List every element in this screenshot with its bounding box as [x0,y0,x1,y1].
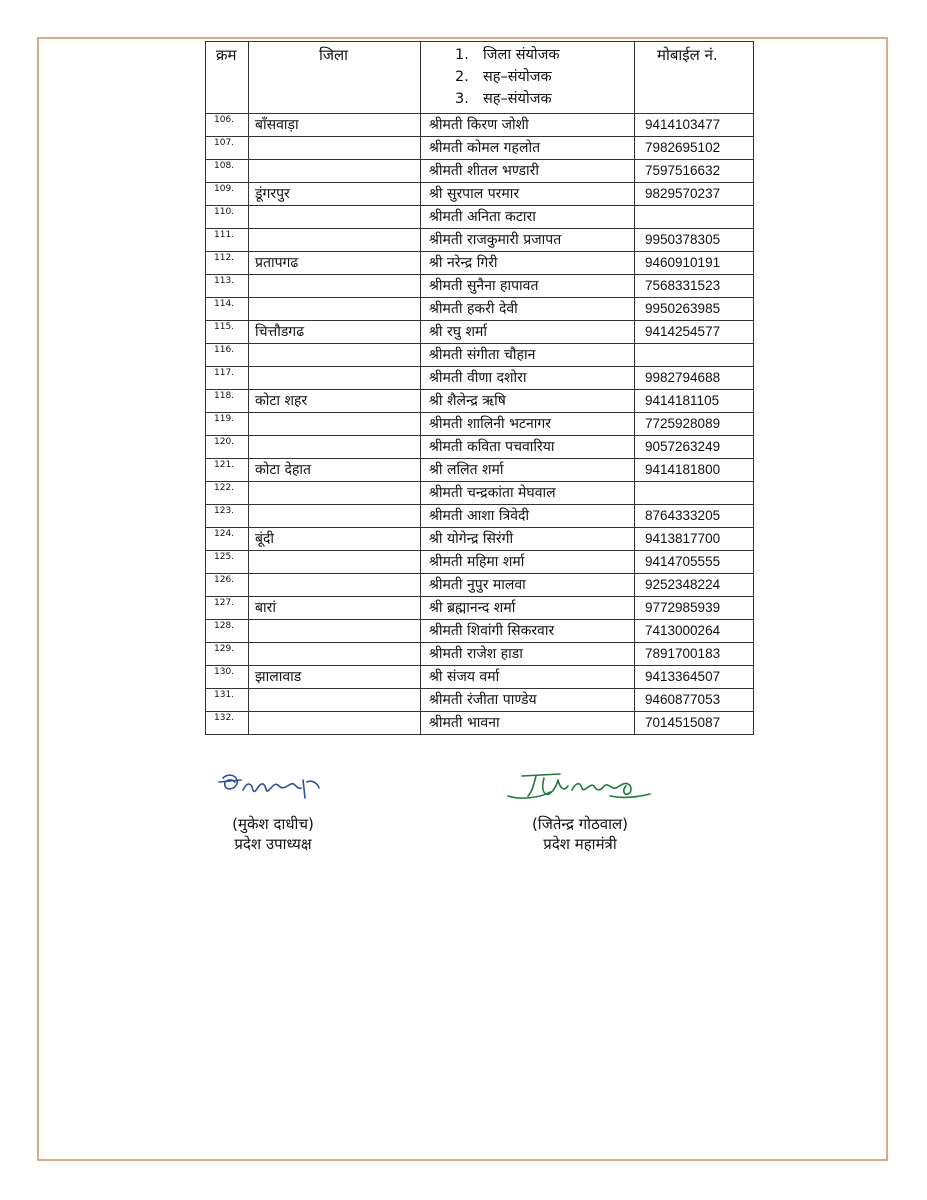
serial-cell: 124. [206,528,249,551]
mobile-cell: 7982695102 [635,137,754,160]
table-row [206,367,754,390]
table-row [206,229,754,252]
mobile-cell: 9414181800 [635,459,754,482]
name-cell: श्रीमती शीतल भण्डारी [421,160,635,183]
district-cell: बूंदी [249,528,421,551]
name-cell: श्रीमती चन्द्रकांता मेघवाल [421,482,635,505]
signatory-designation-left: प्रदेश उपाध्यक्ष [234,835,312,853]
serial-cell: 110. [206,206,249,229]
serial-cell: 116. [206,344,249,367]
signature-block-right [480,768,680,854]
serial-cell: 118. [206,390,249,413]
name-cell: श्रीमती रंजीता पाण्डेय [421,689,635,712]
serial-cell: 111. [206,229,249,252]
mobile-cell: 9829570237 [635,183,754,206]
mobile-cell: 9950378305 [635,229,754,252]
name-cell: श्रीमती वीणा दशोरा [421,367,635,390]
district-cell: झालावाड [249,666,421,689]
serial-cell: 128. [206,620,249,643]
serial-cell: 115. [206,321,249,344]
table-row [206,551,754,574]
table-row [206,643,754,666]
signatory-name-right: (जितेन्द्र गोठवाल) [531,815,629,833]
mobile-cell: 9413817700 [635,528,754,551]
mobile-cell: 9414705555 [635,551,754,574]
table-row [206,252,754,275]
district-cell: प्रतापगढ [249,252,421,275]
name-cell: श्री ब्रह्मानन्द शर्मा [421,597,635,620]
district-cell [249,482,421,505]
serial-cell: 121. [206,459,249,482]
mobile-cell: 9460877053 [635,689,754,712]
serial-cell: 120. [206,436,249,459]
mobile-cell: 7725928089 [635,413,754,436]
name-cell: श्रीमती शिवांगी सिकरवार [421,620,635,643]
header-role-3: 3. सह–संयोजक [455,91,552,107]
mobile-cell [635,482,754,505]
serial-cell: 131. [206,689,249,712]
table-row [206,413,754,436]
name-cell: श्रीमती अनिता कटारा [421,206,635,229]
header-roles [421,42,635,114]
serial-cell: 113. [206,275,249,298]
signature-block-left [198,768,348,854]
table-row [206,344,754,367]
name-cell: श्रीमती कोमल गहलोत [421,137,635,160]
serial-cell: 117. [206,367,249,390]
name-cell: श्रीमती हकरी देवी [421,298,635,321]
header-role-2: 2. सह–संयोजक [455,69,552,85]
district-cell [249,229,421,252]
mobile-cell: 9413364507 [635,666,754,689]
table-row [206,482,754,505]
table-row [206,275,754,298]
table-row [206,321,754,344]
district-cell: चित्तौडगढ [249,321,421,344]
serial-cell: 125. [206,551,249,574]
serial-cell: 126. [206,574,249,597]
serial-cell: 112. [206,252,249,275]
mobile-cell: 7413000264 [635,620,754,643]
name-cell: श्रीमती शालिनी भटनागर [421,413,635,436]
district-cell [249,505,421,528]
table-row [206,597,754,620]
serial-cell: 108. [206,160,249,183]
table-row [206,114,754,137]
name-cell: श्रीमती संगीता चौहान [421,344,635,367]
mobile-cell: 9414181105 [635,390,754,413]
table-row [206,160,754,183]
name-cell: श्री संजय वर्मा [421,666,635,689]
name-cell: श्री नरेन्द्र गिरी [421,252,635,275]
name-cell: श्री ललित शर्मा [421,459,635,482]
district-cell: बाँसवाड़ा [249,114,421,137]
district-cell: कोटा शहर [249,390,421,413]
serial-cell: 127. [206,597,249,620]
name-cell: श्री रघु शर्मा [421,321,635,344]
mobile-cell [635,206,754,229]
header-serial: क्रम [206,42,249,114]
table-row [206,459,754,482]
signature-jitendra-icon [500,768,660,810]
district-cell [249,689,421,712]
serial-cell: 123. [206,505,249,528]
district-cell [249,206,421,229]
mobile-cell: 7568331523 [635,275,754,298]
name-cell: श्रीमती राजकुमारी प्रजापत [421,229,635,252]
header-mobile: मोबाईल नं. [635,42,754,114]
signatory-designation-right: प्रदेश महामंत्री [543,835,617,853]
district-cell [249,712,421,735]
table-row [206,712,754,735]
name-cell: श्रीमती भावना [421,712,635,735]
mobile-cell [635,344,754,367]
district-cell [249,160,421,183]
district-cell [249,275,421,298]
table-body [206,114,754,735]
district-cell [249,367,421,390]
table-row [206,436,754,459]
serial-cell: 130. [206,666,249,689]
mobile-cell: 9772985939 [635,597,754,620]
mobile-cell: 9460910191 [635,252,754,275]
mobile-cell: 9414103477 [635,114,754,137]
table-row [206,689,754,712]
table-row [206,666,754,689]
name-cell: श्रीमती सुनैना हापावत [421,275,635,298]
serial-cell: 107. [206,137,249,160]
signatory-name-left: (मुकेश दाधीच) [232,815,314,833]
mobile-cell: 9982794688 [635,367,754,390]
district-cell: बारां [249,597,421,620]
signature-mukesh-icon [213,768,333,810]
table-header-row [206,42,754,114]
mobile-cell: 9950263985 [635,298,754,321]
district-cell: डूंगरपुर [249,183,421,206]
district-cell [249,574,421,597]
district-cell [249,298,421,321]
name-cell: श्रीमती महिमा शर्मा [421,551,635,574]
district-cell [249,436,421,459]
name-cell: श्रीमती नुपुर मालवा [421,574,635,597]
table-row [206,528,754,551]
roster-table [205,41,754,735]
serial-cell: 106. [206,114,249,137]
table-row [206,390,754,413]
mobile-cell: 7597516632 [635,160,754,183]
mobile-cell: 9057263249 [635,436,754,459]
serial-cell: 129. [206,643,249,666]
serial-cell: 132. [206,712,249,735]
name-cell: श्रीमती कविता पचवारिया [421,436,635,459]
table-row [206,137,754,160]
table-row [206,298,754,321]
header-role-1: 1. जिला संयोजक [455,47,560,63]
serial-cell: 109. [206,183,249,206]
name-cell: श्रीमती राजेश हाडा [421,643,635,666]
mobile-cell: 9252348224 [635,574,754,597]
mobile-cell: 9414254577 [635,321,754,344]
table-row [206,206,754,229]
district-cell [249,413,421,436]
name-cell: श्री शैलेन्द्र ऋषि [421,390,635,413]
district-cell [249,344,421,367]
serial-cell: 119. [206,413,249,436]
header-district: जिला [249,42,421,114]
table-row [206,574,754,597]
district-cell [249,643,421,666]
name-cell: श्रीमती किरण जोशी [421,114,635,137]
name-cell: श्री योगेन्द्र सिरंगी [421,528,635,551]
name-cell: श्री सुरपाल परमार [421,183,635,206]
mobile-cell: 7014515087 [635,712,754,735]
district-cell [249,551,421,574]
mobile-cell: 8764333205 [635,505,754,528]
serial-cell: 122. [206,482,249,505]
table-row [206,620,754,643]
table-row [206,505,754,528]
name-cell: श्रीमती आशा त्रिवेदी [421,505,635,528]
district-cell [249,620,421,643]
district-cell [249,137,421,160]
serial-cell: 114. [206,298,249,321]
mobile-cell: 7891700183 [635,643,754,666]
table-row [206,183,754,206]
district-cell: कोटा देहात [249,459,421,482]
